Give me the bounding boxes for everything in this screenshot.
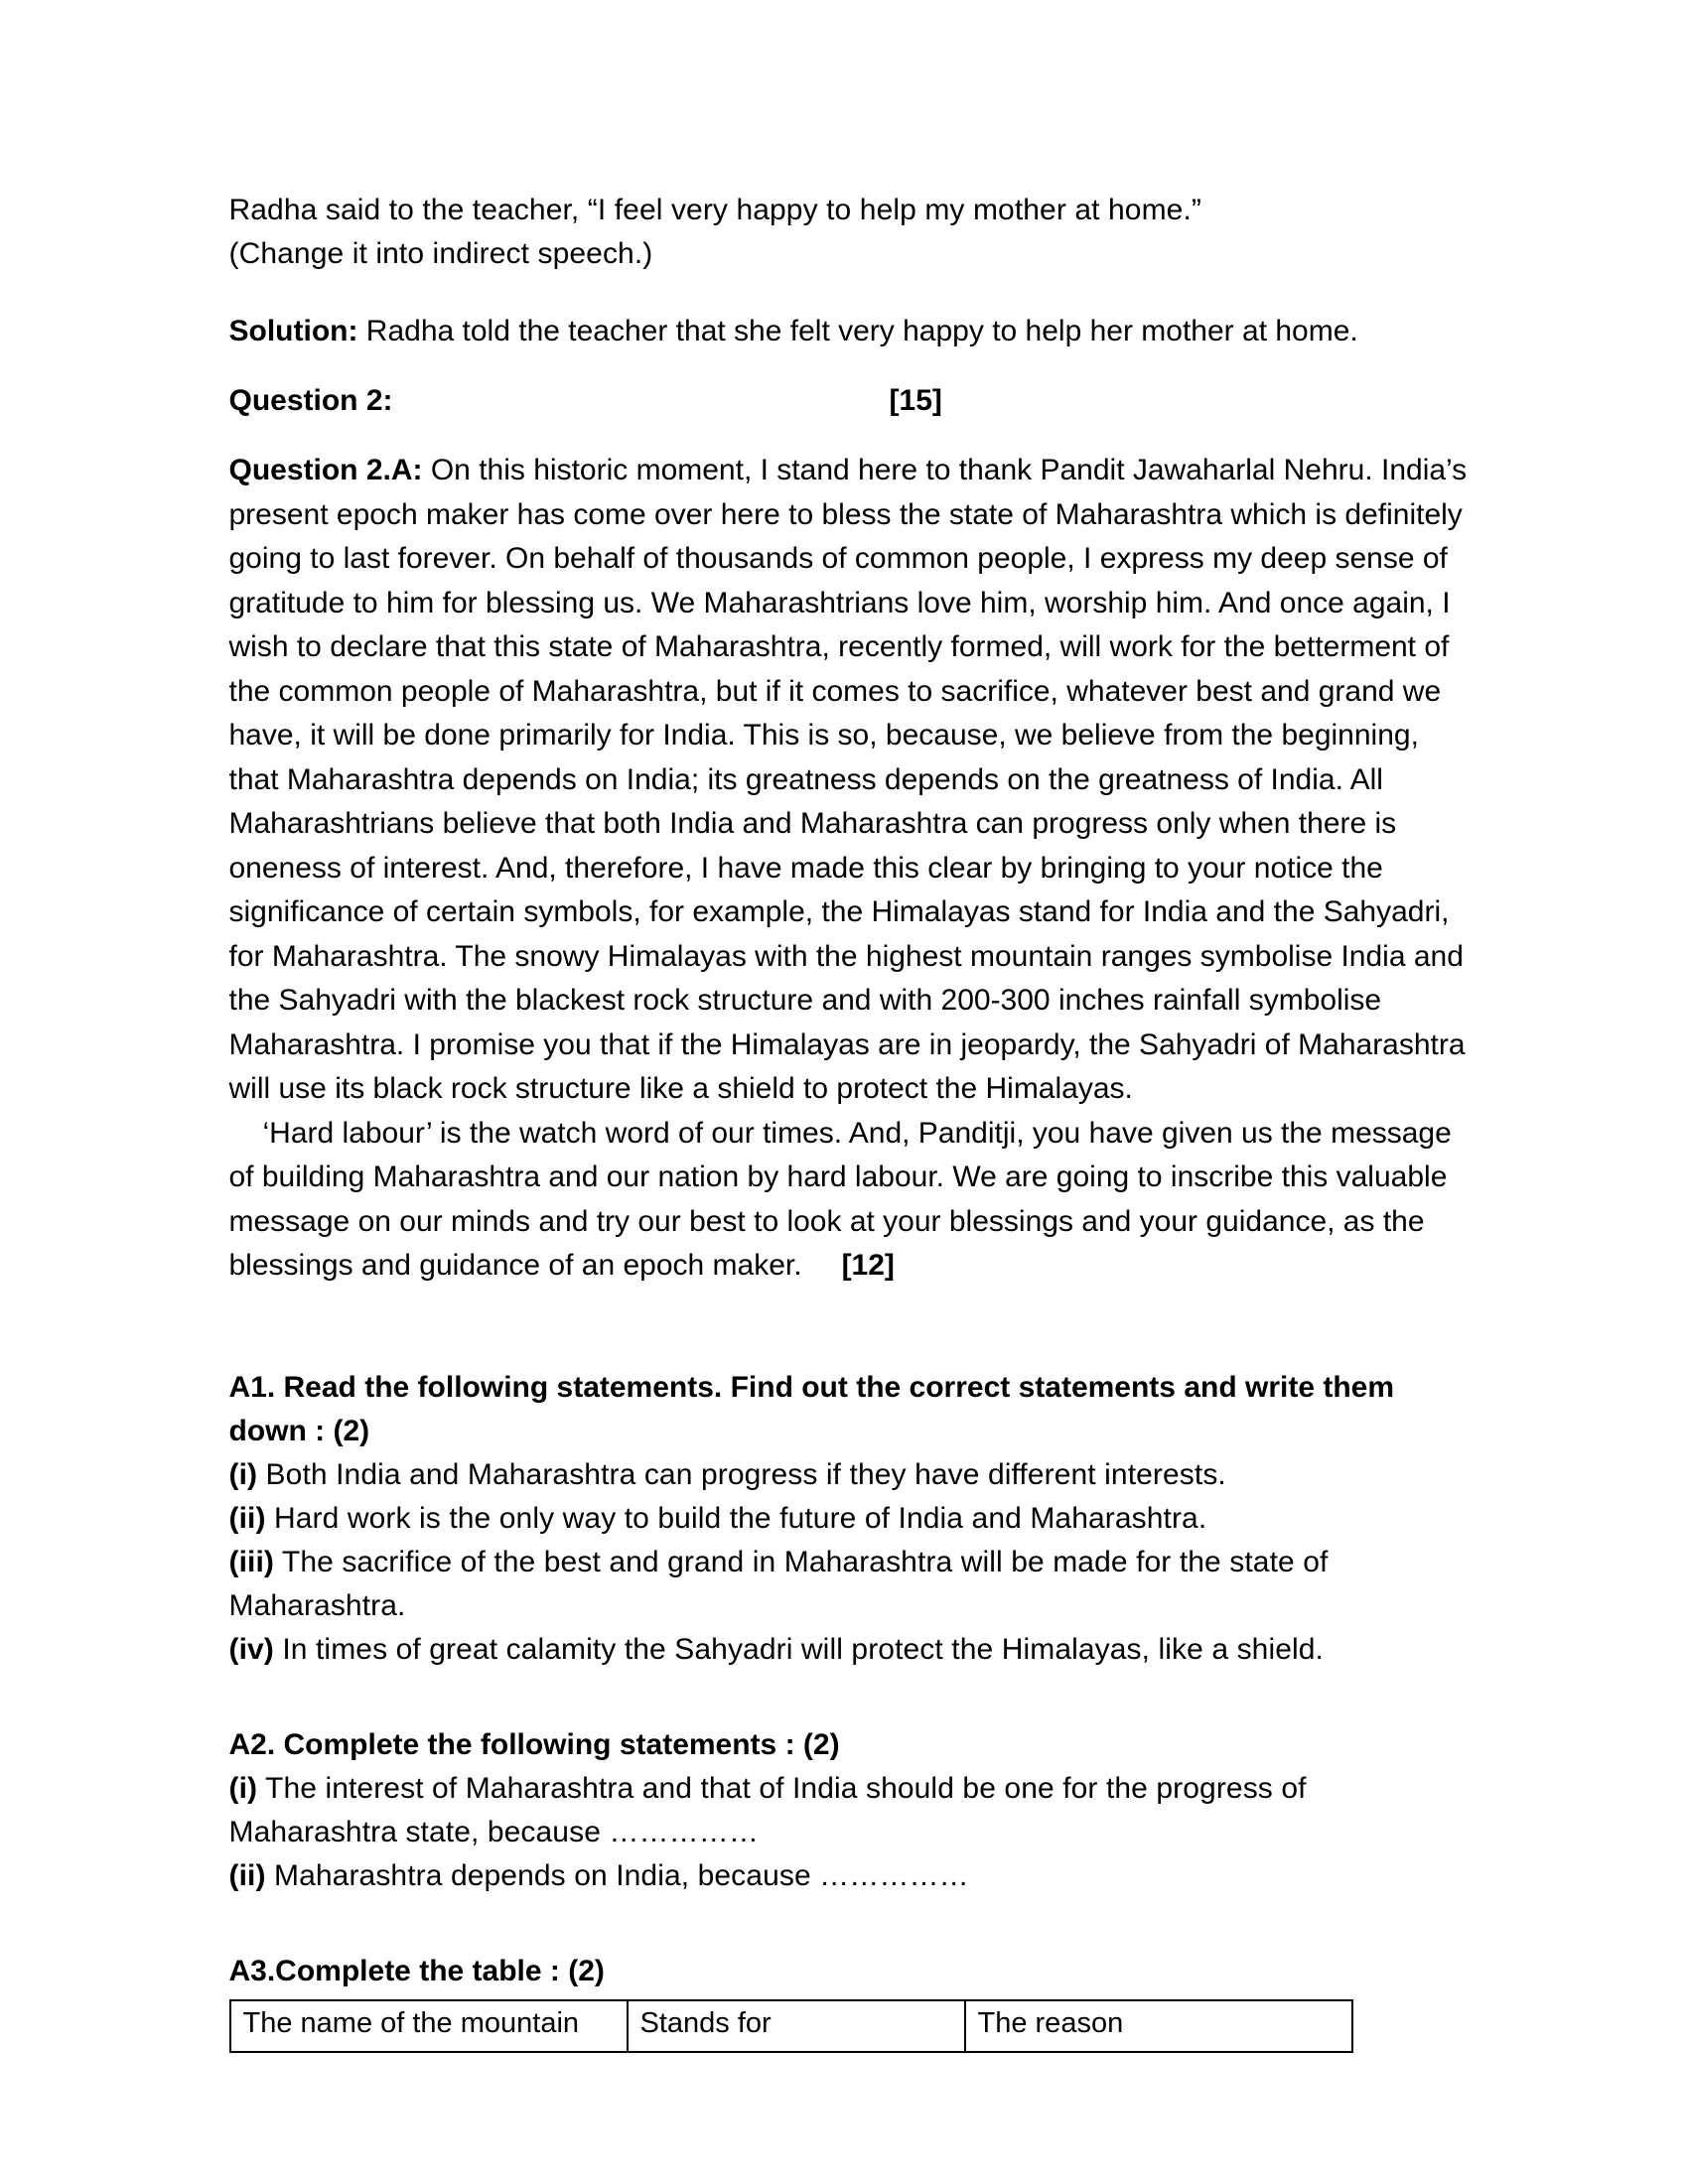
question2A-paragraph2-text: ‘Hard labour’ is the watch word of our times. And, Panditji, you have given us the message of building Maharashtra and our nation by hard labour. We are going to inscribe this valuable message on our minds and try our best to look at your blessings and your guidance, as the blessings and guidance of an epoch maker. bbox=[228, 1116, 1452, 1282]
list-item bbox=[229, 1628, 1468, 1672]
question2A-passage-text: On this historic moment, I stand here to thank Pandit Jawaharlal Nehru. India’s present epoch maker has come over here to bless the state of Maharashtra which is definitely going to last forever. On behalf of thousands of common people, I express my deep sense of gratitude to him for blessing us. We Maharashtrians love him, worship him. And once again, I wish to declare that this state of Maharashtra, recently formed, will work for the betterment of the common people of Maharashtra, but if it comes to sacrifice, whatever best and grand we have, it will be done primarily for India. This is so, because, we believe from the beginning, that Maharashtra depends on India; its greatness depends on the greatness of India. All Maharashtrians believe that both India and Maharashtra can progress only when there is oneness of interest. And, therefore, I have made this clear by bringing to your notice the significance of certain symbols, for example, the Himalayas stand for India and the Sahyadri, for Maharashtra. The snowy Himalayas with the highest mountain ranges symbolise India and the Sahyadri with the blackest rock structure and with 200-300 inches rainfall symbolise Maharashtra. I promise you that if the Himalayas are in jeopardy, the Sahyadri of Maharashtra will use its black rock structure like a shield to protect the Himalayas. bbox=[228, 454, 1468, 1105]
a2-list bbox=[229, 1767, 1468, 1898]
question2A-passage bbox=[229, 449, 1468, 1112]
list-item-text: Maharashtra depends on India, because …………… bbox=[265, 1858, 969, 1892]
list-item bbox=[229, 1854, 1468, 1898]
a1-heading: A1. Read the following statements. Find out the correct statements and write them down : (2) bbox=[228, 1370, 1395, 1447]
grammar-prompt-sentence: Radha said to the teacher, “I feel very happy to help my mother at home.” bbox=[228, 194, 1201, 226]
list-item-text: Both India and Maharashtra can progress if they have different interests. bbox=[257, 1457, 1226, 1491]
list-item-number: (iii) bbox=[228, 1545, 274, 1578]
a2-heading: A2. Complete the following statements : (2) bbox=[228, 1727, 840, 1761]
spacer bbox=[229, 1672, 1468, 1723]
list-item-number: (iv) bbox=[228, 1632, 274, 1666]
list-item-number: (i) bbox=[228, 1771, 258, 1805]
spacer bbox=[229, 353, 1468, 379]
spacer bbox=[229, 1898, 1468, 1950]
spacer bbox=[229, 276, 1468, 310]
grammar-prompt-instruction: (Change it into indirect speech.) bbox=[228, 237, 653, 270]
table-header-cell-mountain: The name of the mountain bbox=[230, 2000, 628, 2052]
question2-marks: [15] bbox=[889, 384, 942, 417]
spacer bbox=[229, 423, 1468, 449]
list-item-text: The sacrifice of the best and grand in Maharashtra will be made for the state of Maharashtra. bbox=[228, 1545, 1329, 1622]
spacer bbox=[229, 1289, 1468, 1366]
question2A-paragraph2 bbox=[229, 1112, 1468, 1289]
question2A-marks: [12] bbox=[841, 1249, 895, 1282]
list-item-number: (ii) bbox=[228, 1858, 266, 1892]
list-item bbox=[229, 1767, 1468, 1854]
table-row bbox=[230, 2000, 1352, 2052]
a3-table bbox=[229, 1999, 1353, 2053]
list-item-text: Hard work is the only way to build the future of India and Maharashtra. bbox=[265, 1501, 1207, 1535]
table-header-cell-reason: The reason bbox=[965, 2000, 1352, 2052]
solution-line bbox=[229, 310, 1468, 353]
page-content bbox=[221, 189, 1468, 2053]
table-header-cell-stands-for: Stands for bbox=[628, 2000, 965, 2052]
grammar-prompt-block bbox=[229, 189, 1468, 276]
question2-label: Question 2: bbox=[228, 384, 393, 417]
list-item-number: (i) bbox=[228, 1457, 258, 1491]
list-item-number: (ii) bbox=[228, 1501, 266, 1535]
a1-list bbox=[229, 1453, 1468, 1672]
list-item bbox=[229, 1497, 1468, 1541]
solution-text: Radha told the teacher that she felt very happy to help her mother at home. bbox=[357, 315, 1358, 347]
a3-heading: A3.Complete the table : (2) bbox=[228, 1954, 605, 1987]
list-item-text: The interest of Maharashtra and that of India should be one for the progress of Maharashtra state, because …………… bbox=[228, 1771, 1307, 1848]
question2A-label: Question 2.A: bbox=[228, 454, 423, 486]
list-item-text: In times of great calamity the Sahyadri will protect the Himalayas, like a shield. bbox=[273, 1632, 1324, 1666]
question2-row bbox=[229, 379, 1468, 423]
list-item bbox=[229, 1453, 1468, 1497]
solution-label: Solution: bbox=[228, 315, 358, 347]
list-item bbox=[229, 1541, 1468, 1628]
